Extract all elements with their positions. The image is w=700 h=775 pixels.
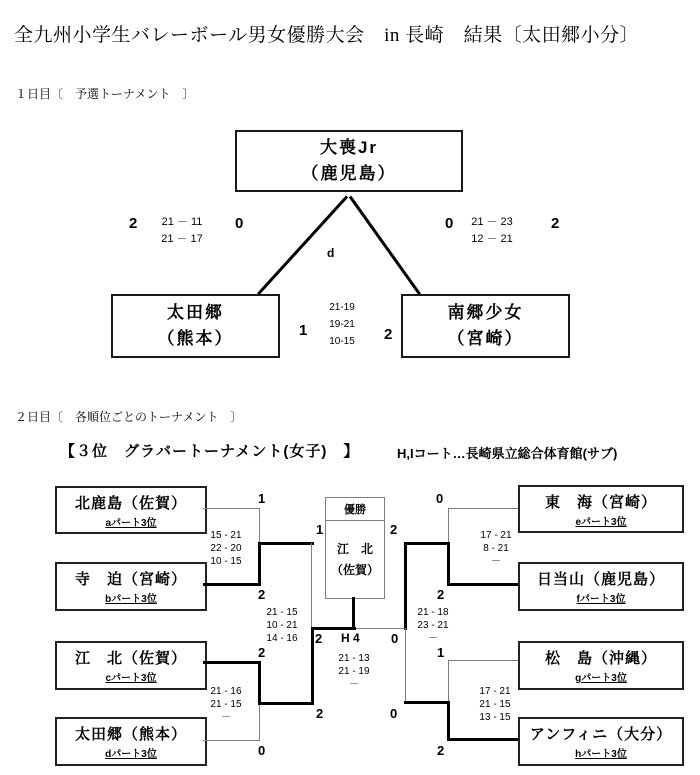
set-score: 23 - 21 xyxy=(417,620,449,631)
match-scores-qf3 xyxy=(473,529,519,568)
team-name: 太田郷 xyxy=(167,302,224,322)
set-count: 1 xyxy=(299,322,308,339)
team-box-g xyxy=(518,641,684,690)
team-box-e xyxy=(518,485,684,533)
match-scores-qf1 xyxy=(203,529,249,568)
bracket-line xyxy=(311,543,312,628)
set-count: 0 xyxy=(436,491,444,506)
team-name: 大喪Jr xyxy=(319,137,379,157)
part-label: dパート3位 xyxy=(105,749,157,760)
winner-line xyxy=(404,542,407,630)
day1-top-team-box xyxy=(235,130,463,192)
match-scores-qf2 xyxy=(203,685,249,724)
set-count: 2 xyxy=(258,645,266,660)
champion-label: 優勝 xyxy=(326,498,384,521)
part-label: cパート3位 xyxy=(105,673,157,684)
winner-line xyxy=(311,627,356,630)
set-count: 2 xyxy=(437,743,445,758)
set-score: 17 - 21 xyxy=(479,686,511,697)
team-box-a xyxy=(55,486,207,534)
bracket-line xyxy=(259,508,260,544)
set-count: 2 xyxy=(551,215,560,232)
winner-line xyxy=(352,597,355,628)
bracket-line xyxy=(405,628,406,703)
winner-line xyxy=(447,701,450,741)
set-count: 0 xyxy=(235,215,244,232)
team-name: 東 海（宮崎） xyxy=(544,493,657,511)
match-scores-final xyxy=(331,652,377,691)
set-score: 13 - 15 xyxy=(479,712,511,723)
winner-line xyxy=(311,627,314,705)
part-label: bパート3位 xyxy=(105,594,157,605)
team-name: 南郷少女 xyxy=(447,302,524,322)
match-scores-sf-right xyxy=(410,606,456,645)
bracket-line xyxy=(448,660,449,703)
part-label: fパート3位 xyxy=(576,594,626,605)
final-court-label: H 4 xyxy=(341,631,360,645)
winner-line xyxy=(448,583,518,586)
winner-line xyxy=(258,542,314,545)
set-count: 2 xyxy=(258,587,266,602)
team-name: 江 北（佐賀） xyxy=(74,650,187,667)
winner-line xyxy=(258,661,261,703)
set-count: 0 xyxy=(391,631,399,646)
team-name: 日当山（鹿児島） xyxy=(536,571,665,588)
bracket-title: 【３位 グラバートーナメント(女子) 】 xyxy=(60,443,360,460)
day2-heading: ２日目〔 各順位ごとのトーナメント 〕 xyxy=(15,410,243,424)
set-count: 2 xyxy=(315,631,323,646)
winner-line xyxy=(203,661,260,664)
match-scores-sf-left xyxy=(259,606,305,645)
champion-box xyxy=(325,497,385,599)
team-prefecture: （鹿児島） xyxy=(301,164,397,183)
set-score: 17 - 21 xyxy=(480,530,512,541)
set-count: 2 xyxy=(390,522,398,537)
winner-line xyxy=(258,542,261,586)
set-score: 21 - 13 xyxy=(338,653,370,664)
team-name: 寺 迫（宮崎） xyxy=(74,571,187,588)
set-score: － xyxy=(349,679,359,690)
bracket-line xyxy=(448,508,518,509)
bracket-line xyxy=(448,508,449,544)
team-name: 江 北 xyxy=(336,542,373,557)
team-box-b xyxy=(55,562,207,611)
part-label: gパート3位 xyxy=(575,673,627,684)
set-score: 14 - 16 xyxy=(266,633,298,644)
set-count: 0 xyxy=(258,743,266,758)
team-name: アンフィニ（大分） xyxy=(529,726,673,743)
set-count: 1 xyxy=(437,645,445,660)
set-score: 21 － 23 xyxy=(471,216,513,228)
bracket-line xyxy=(203,740,260,741)
set-count: 2 xyxy=(129,215,138,232)
bracket-line xyxy=(203,508,260,509)
set-score: 10 - 21 xyxy=(266,620,298,631)
part-label: aパート3位 xyxy=(105,517,157,529)
set-score: 22 - 20 xyxy=(210,543,242,554)
team-prefecture: （熊本） xyxy=(157,329,234,348)
match-scores-qf4 xyxy=(472,685,518,724)
champion-name xyxy=(326,521,384,598)
team-box-d xyxy=(55,717,207,766)
winner-line xyxy=(203,583,260,586)
page-title: 全九州小学生バレーボール男女優勝大会 in 長崎 結果〔太田郷小分〕 xyxy=(14,25,640,46)
set-count: 0 xyxy=(390,706,398,721)
team-box-c xyxy=(55,641,207,690)
team-box-h xyxy=(518,717,684,766)
team-box-f xyxy=(518,562,684,611)
set-score: 21 － 17 xyxy=(161,233,203,245)
winner-line xyxy=(404,701,450,704)
set-score: 21-19 xyxy=(329,302,355,313)
day1-heading: １日目〔 予選トーナメント 〕 xyxy=(15,87,195,101)
set-score: 12 － 21 xyxy=(471,233,513,245)
team-name: 北鹿島（佐賀） xyxy=(74,494,187,512)
court-label: d xyxy=(327,246,335,260)
bracket-line xyxy=(356,628,405,629)
set-count: 1 xyxy=(258,491,266,506)
winner-line xyxy=(258,702,314,705)
set-score: 21 - 15 xyxy=(479,699,511,710)
set-score: 21 － 11 xyxy=(161,216,203,228)
set-score: 10 - 15 xyxy=(210,556,242,567)
venue-label: H,Iコート…長崎県立総合体育館(サブ) xyxy=(397,446,618,461)
set-score: 10-15 xyxy=(329,336,355,347)
bracket-line xyxy=(448,660,518,661)
day1-left-team-box xyxy=(111,294,280,358)
match-scores xyxy=(463,214,521,248)
set-score: 15 - 21 xyxy=(210,530,242,541)
set-count: 2 xyxy=(384,326,393,343)
winner-line xyxy=(448,738,518,741)
set-score: 21 - 15 xyxy=(210,699,242,710)
team-name: 太田郷（熊本） xyxy=(74,726,187,743)
set-score: 21 - 18 xyxy=(417,607,449,618)
team-prefecture: （宮崎） xyxy=(447,329,524,348)
bracket-line xyxy=(257,195,348,295)
match-scores xyxy=(321,299,363,350)
set-score: 19-21 xyxy=(329,319,355,330)
winner-line xyxy=(404,542,450,545)
set-score: 21 - 15 xyxy=(266,607,298,618)
team-prefecture: （佐賀） xyxy=(330,562,379,577)
day1-right-team-box xyxy=(401,294,570,358)
winner-line xyxy=(447,542,450,586)
set-count: 2 xyxy=(437,587,445,602)
set-score: 21 - 16 xyxy=(210,686,242,697)
set-count: 1 xyxy=(316,522,324,537)
set-score: － xyxy=(491,556,501,567)
set-score: － xyxy=(221,712,231,723)
set-count: 0 xyxy=(445,215,454,232)
set-count: 2 xyxy=(316,706,324,721)
bracket-line xyxy=(259,703,260,741)
match-scores xyxy=(153,214,211,248)
part-label: eパート3位 xyxy=(575,516,627,528)
team-name: 松 島（沖縄） xyxy=(544,650,657,667)
set-score: 21 - 19 xyxy=(338,666,370,677)
part-label: hパート3位 xyxy=(575,749,627,760)
set-score: － xyxy=(428,633,438,644)
bracket-line xyxy=(349,196,421,295)
set-score: 8 - 21 xyxy=(483,543,509,554)
